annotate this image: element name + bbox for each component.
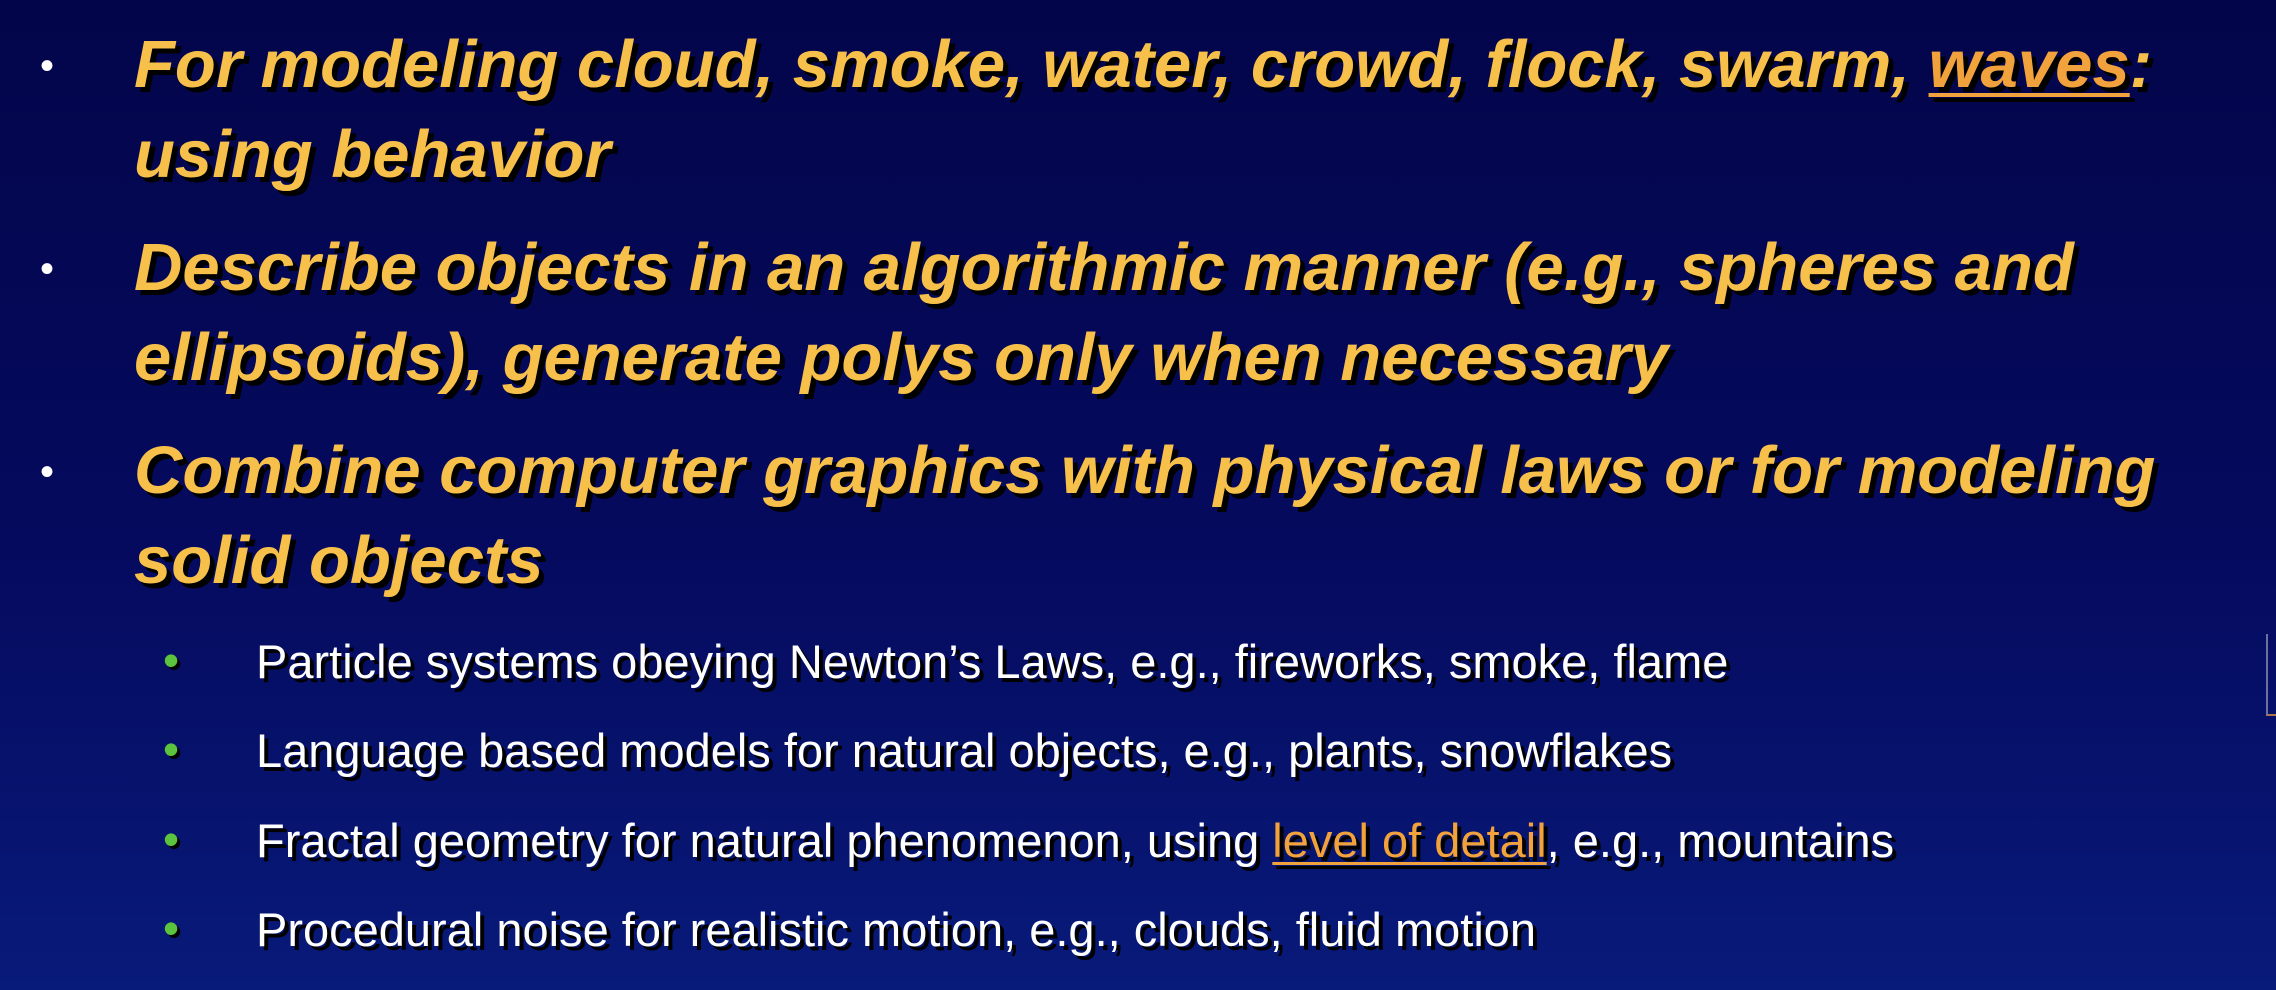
sub-bullet-procedural-noise xyxy=(0,895,2276,975)
bullet-text xyxy=(134,223,2254,403)
bullet-line-1 xyxy=(134,20,2254,110)
sub-bullet-text: Language based models for natural objects, e.g., plants, snowflakes xyxy=(256,724,1673,777)
sub-bullet-text-segment: Fractal geometry for natural phenomenon, using xyxy=(256,814,1273,867)
bullet-algorithmic-objects xyxy=(0,223,2276,403)
bullet-text-segment: For modeling cloud, smoke, water, crowd, flock, swarm, xyxy=(134,27,1929,102)
sub-bullet-text-segment: , e.g., mountains xyxy=(1546,814,1895,867)
sub-bullet-fractal-geometry xyxy=(0,806,2276,886)
bullet-line-2: solid objects xyxy=(134,523,544,598)
sub-bullet-language-models xyxy=(0,716,2276,796)
bullet-line-2: ellipsoids), generate polys only when necessary xyxy=(134,320,1669,395)
bullet-text-segment: : xyxy=(2129,27,2153,102)
bullet-text xyxy=(134,20,2254,200)
waves-link[interactable]: waves xyxy=(1928,27,2130,102)
bullet-modeling-behavior xyxy=(0,20,2276,200)
sub-bullet-text: Procedural noise for realistic motion, e.g., clouds, fluid motion xyxy=(256,903,1537,956)
bullet-dot: • xyxy=(40,450,55,494)
bullet-line-1: Describe objects in an algorithmic manner (e.g., spheres and xyxy=(134,230,2074,305)
bullet-line-1: Combine computer graphics with physical laws or for modeling xyxy=(134,433,2156,508)
sub-bullet-text xyxy=(256,806,1894,876)
slide-edge-marker xyxy=(2266,634,2276,716)
bullet-line-2: using behavior xyxy=(134,117,611,192)
bullet-physical-laws xyxy=(0,426,2276,606)
bullet-dot: • xyxy=(40,247,55,291)
sub-bullet-dot: • xyxy=(163,902,180,954)
sub-bullet-dot: • xyxy=(163,813,180,865)
bullet-text xyxy=(134,426,2254,606)
sub-bullet-particle-systems xyxy=(0,627,2276,707)
sub-bullet-dot: • xyxy=(163,723,180,775)
sub-bullet-dot: • xyxy=(163,634,180,686)
level-of-detail-link[interactable]: level of detail xyxy=(1272,814,1547,867)
sub-bullet-text: Particle systems obeying Newton’s Laws, e.g., fireworks, smoke, flame xyxy=(256,635,1729,688)
bullet-dot: • xyxy=(40,44,55,88)
